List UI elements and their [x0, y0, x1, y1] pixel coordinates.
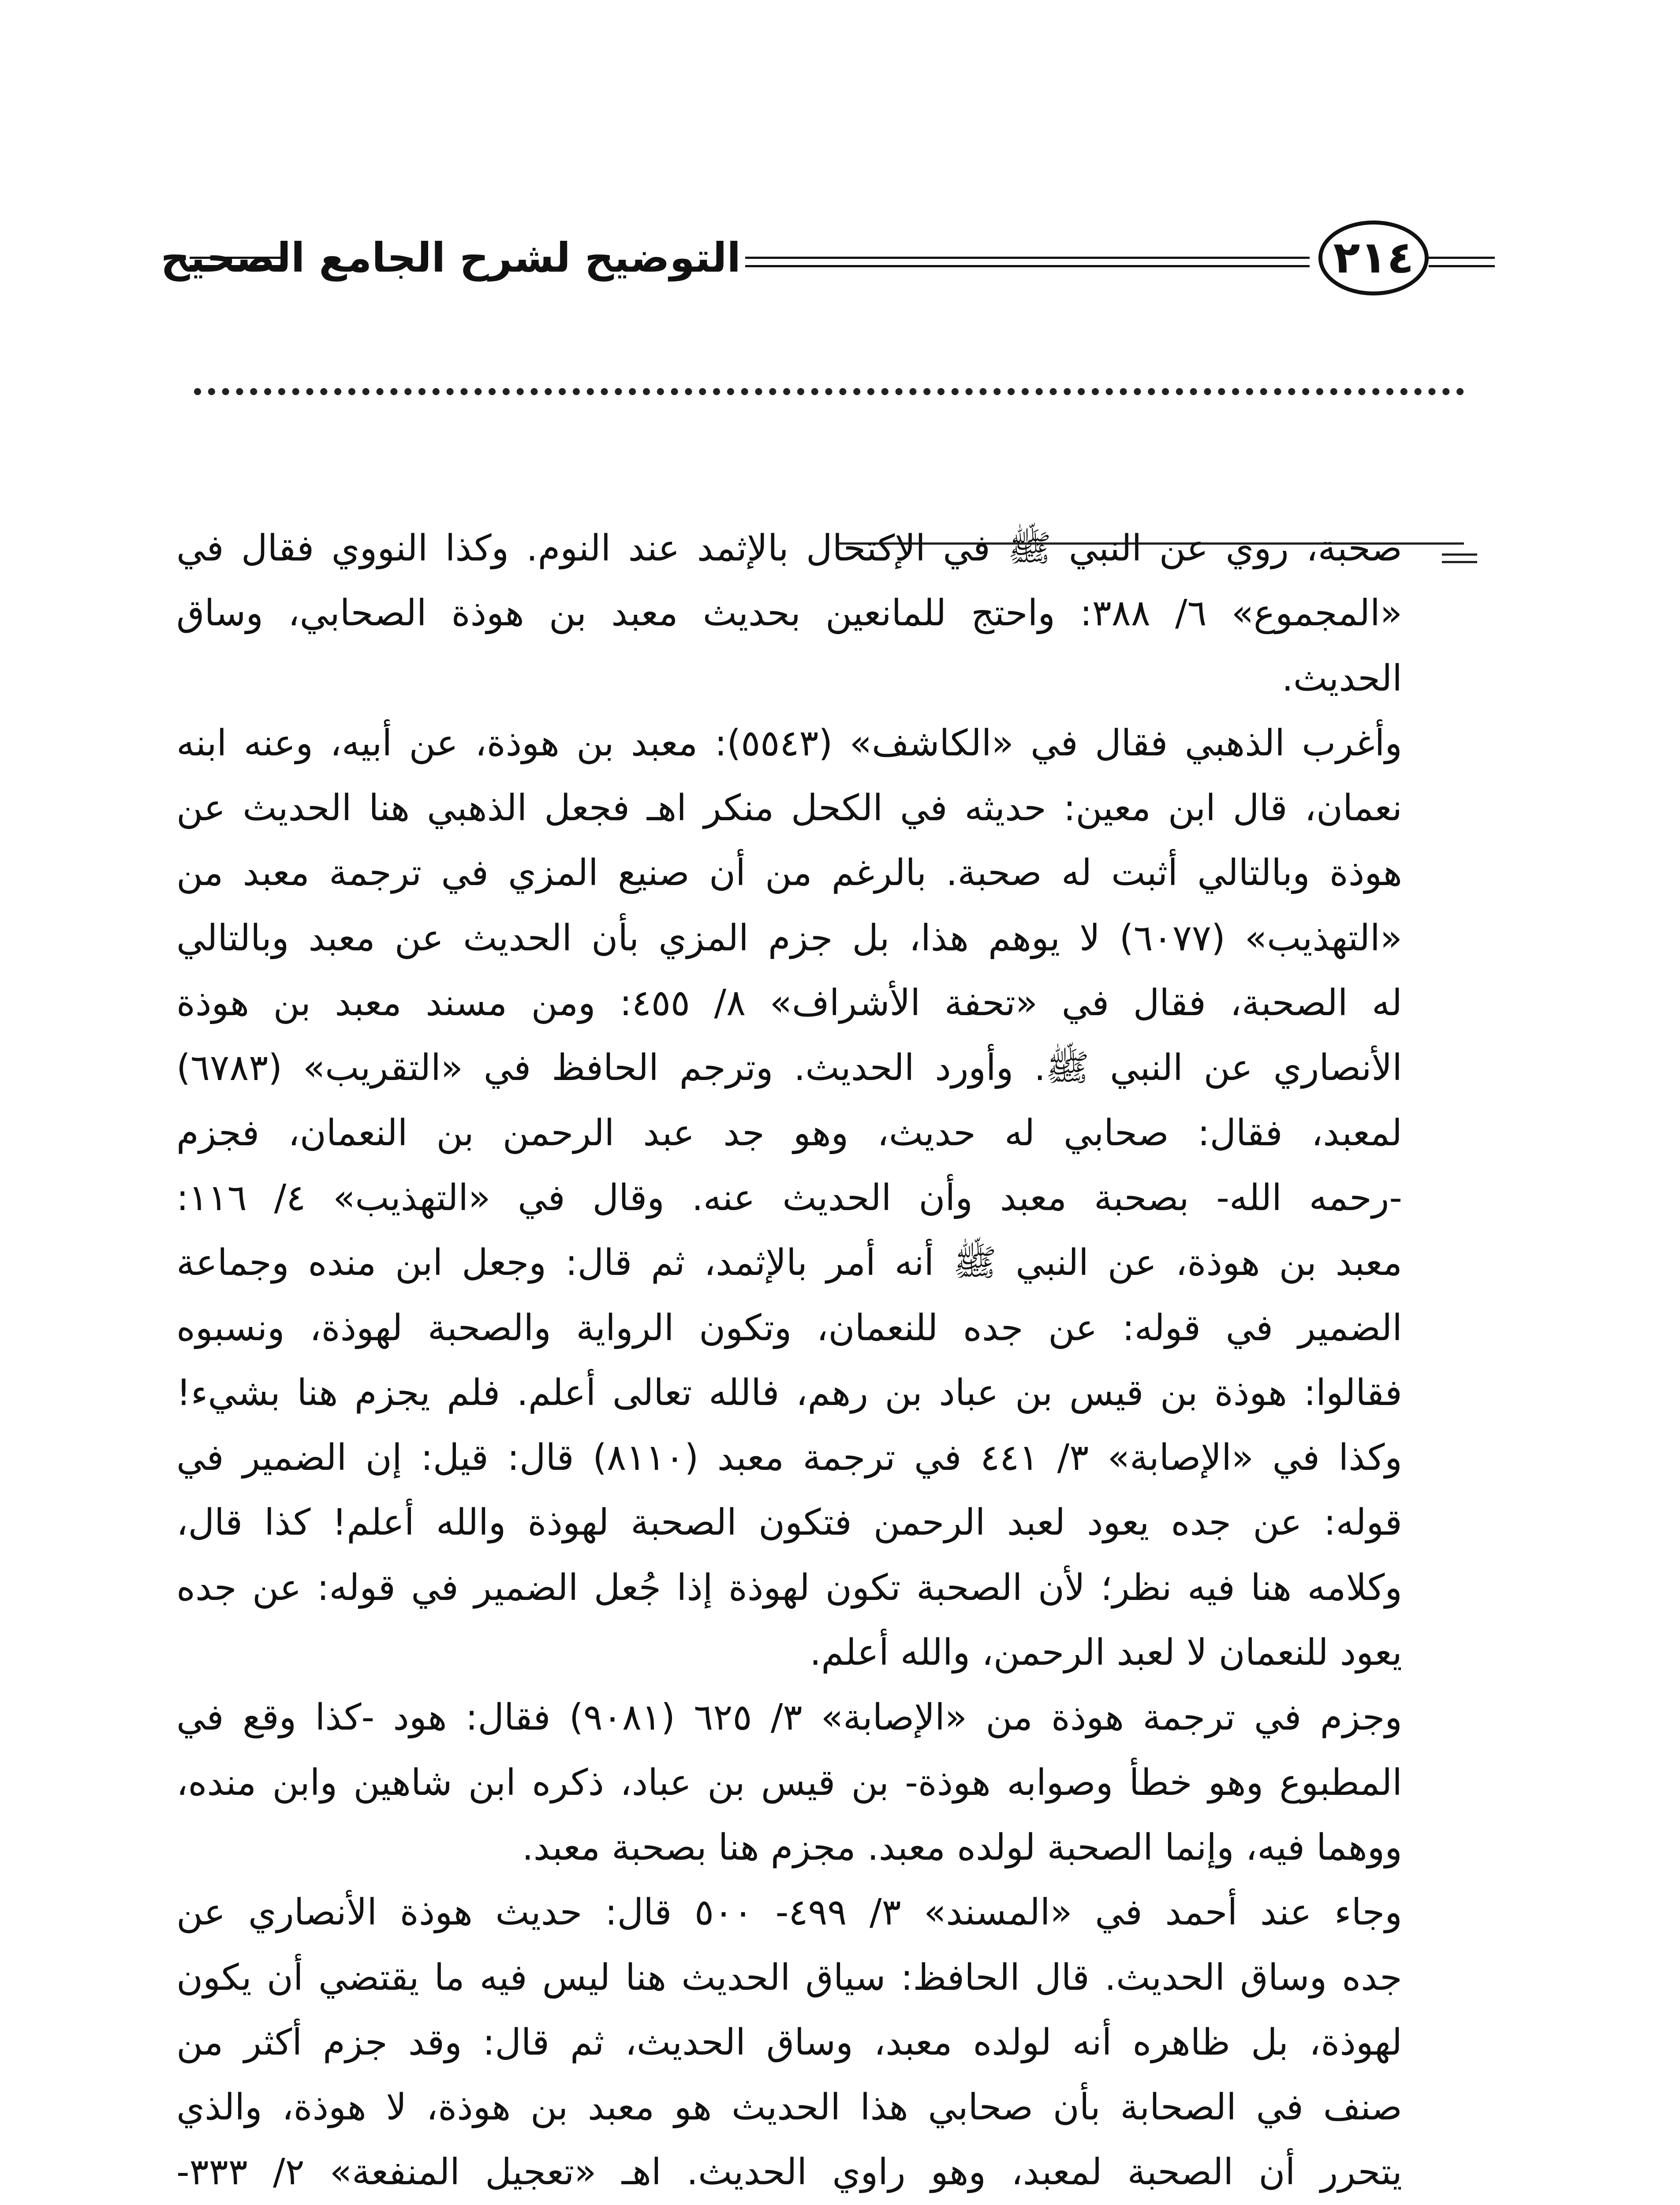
text-line: وجزم في ترجمة هوذة من «الإصابة» ٣/ ٦٢٥ (٩٠٨١) فقال: هود -كذا وقع في — [176, 1697, 1402, 1739]
text-line: وجاء عند أحمد في «المسند» ٣/ ٤٩٩- ٥٠٠ قال: حديث هوذة الأنصاري عن — [176, 1891, 1402, 1934]
text-line: هوذة وبالتالي أثبت له صحبة. بالرغم من أن صنيع المزي في ترجمة معبد من — [176, 852, 1402, 894]
text-line: الأنصاري عن النبي ﷺ. وأورد الحديث. وترجم الحافظ في «التقريب» (٦٧٨٣) — [176, 1047, 1402, 1089]
text-line: الضمير في قوله: عن جده للنعمان، وتكون الرواية والصحبة لهوذة، ونسبوه — [176, 1307, 1402, 1349]
header-rule-right — [1429, 257, 1495, 267]
text-line: قوله: عن جده يعود لعبد الرحمن فتكون الصحبة لهوذة والله أعلم! كذا قال، — [176, 1502, 1402, 1544]
page-number: ٢١٤ — [1318, 220, 1429, 295]
text-line: «المجموع» ٦/ ٣٨٨: واحتج للمانعين بحديث معبد بن هوذة الصحابي، وساق — [176, 592, 1402, 635]
text-line: نعمان، قال ابن معين: حديثه في الكحل منكر اهـ فجعل الذهبي هنا الحديث عن — [176, 787, 1402, 830]
text-line: جده وساق الحديث. قال الحافظ: سياق الحديث هنا ليس فيه ما يقتضي أن يكون — [176, 1956, 1402, 1999]
text-line: «التهذيب» (٦٠٧٧) لا يوهم هذا، بل جزم المزي بأن الحديث عن معبد وبالتالي — [176, 917, 1402, 959]
running-title: التوضيح لشرح الجامع الصحيح — [161, 234, 741, 281]
text-line: له الصحبة، فقال في «تحفة الأشراف» ٨/ ٤٥٥: ومن مسند معبد بن هوذة — [176, 982, 1402, 1024]
continuation-mark-top — [1442, 553, 1477, 563]
text-line: فقالوا: هوذة بن قيس بن عباد بن رهم، فالله تعالى أعلم. فلم يجزم هنا بشيء! — [176, 1372, 1402, 1414]
text-line: يعود للنعمان لا لعبد الرحمن، والله أعلم. — [810, 1632, 1402, 1674]
text-line: ووهما فيه، وإنما الصحبة لولده معبد. مجزم هنا بصحبة معبد. — [522, 1826, 1402, 1869]
text-line: -رحمه الله- بصحبة معبد وأن الحديث عنه. وقال في «التهذيب» ٤/ ١١٦: — [176, 1177, 1402, 1219]
text-line: لمعبد، فقال: صحابي له حديث، وهو جد عبد الرحمن بن النعمان، فجزم — [176, 1112, 1402, 1154]
dotted-separator — [194, 388, 1464, 395]
text-line: يتحرر أن الصحبة لمعبد، وهو راوي الحديث. اهـ «تعجيل المنفعة» ٢/ ٣٣٣- — [176, 2151, 1402, 2194]
text-line: المطبوع وهو خطأ وصوابه هوذة- بن قيس بن عباد، ذكره ابن شاهين وابن منده، — [176, 1761, 1402, 1804]
header-rule-middle — [745, 257, 1310, 267]
text-line: معبد بن هوذة، عن النبي ﷺ أنه أمر بالإثمد، ثم قال: وجعل ابن منده وجماعة — [176, 1242, 1402, 1284]
text-line: صنف في الصحابة بأن صحابي هذا الحديث هو معبد بن هوذة، لا هوذة، والذي — [176, 2086, 1402, 2129]
text-line: وكلامه هنا فيه نظر؛ لأن الصحبة تكون لهوذة إذا جُعل الضمير في قوله: عن جده — [176, 1566, 1402, 1609]
text-line: صحبة، روي عن النبي ﷺ في الإكتحال بالإثمد عند النوم. وكذا النووي فقال في — [176, 527, 1402, 569]
text-line: لهوذة، بل ظاهره أنه لولده معبد، وساق الحديث، ثم قال: وقد جزم أكثر من — [176, 2021, 1402, 2063]
footnote-text — [176, 516, 1402, 2205]
text-line: وكذا في «الإصابة» ٣/ ٤٤١ في ترجمة معبد (٨١١٠) قال: قيل: إن الضمير في — [176, 1437, 1402, 1479]
text-line: الحديث. — [1281, 657, 1402, 699]
running-header — [161, 220, 1495, 295]
text-line: وأغرب الذهبي فقال في «الكاشف» (٥٥٤٣): معبد بن هوذة، عن أبيه، وعنه ابنه — [176, 722, 1402, 764]
